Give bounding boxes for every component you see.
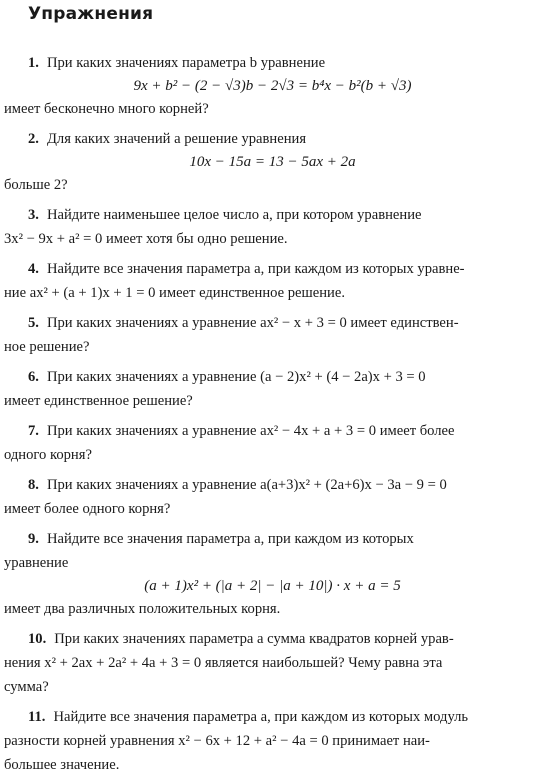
exercise-number: 2. xyxy=(28,131,39,147)
exercise-6 xyxy=(4,365,541,413)
exercise-line: 9. Найдите все значения параметра a, при каждом из которых xyxy=(28,531,414,547)
exercise-number: 3. xyxy=(28,207,39,223)
exercise-10 xyxy=(4,627,541,699)
exercise-line: 4. Найдите все значения параметра a, при каждом из которых уравне- xyxy=(28,261,465,277)
exercise-line: сумма? xyxy=(4,679,49,695)
equation: 9x + b² − (2 − √3)b − 2√3 = b⁴x − b²(b + √3) xyxy=(133,78,412,94)
exercise-number: 9. xyxy=(28,531,39,547)
exercise-number: 5. xyxy=(28,315,39,331)
page-title: Упражнения xyxy=(28,4,154,24)
exercise-number: 4. xyxy=(28,261,39,277)
exercise-number: 1. xyxy=(28,55,39,71)
exercise-line: нения x² + 2ax + 2a² + 4a + 3 = 0 является наибольшей? Чему равна эта xyxy=(4,655,443,671)
exercise-5 xyxy=(4,311,541,359)
exercise-line: 3x² − 9x + a² = 0 имеет хотя бы одно решение. xyxy=(4,231,288,247)
exercise-line: 11. Найдите все значения параметра a, при каждом из которых модуль xyxy=(28,709,469,725)
exercise-3 xyxy=(4,203,541,251)
exercise-number: 8. xyxy=(28,477,39,493)
exercise-line: 5. При каких значениях a уравнение ax² − x + 3 = 0 имеет единствен- xyxy=(28,315,459,331)
exercise-line: 7. При каких значениях a уравнение ax² − 4x + a + 3 = 0 имеет более xyxy=(28,423,455,439)
exercise-line: имеет более одного корня? xyxy=(4,501,171,517)
exercise-line: большее значение. xyxy=(4,757,120,773)
exercise-line: разности корней уравнения x² − 6x + 12 + a² − 4a = 0 принимает наи- xyxy=(4,733,430,749)
exercise-number: 7. xyxy=(28,423,39,439)
exercise-line: одного корня? xyxy=(4,447,92,463)
exercise-line: 6. При каких значениях a уравнение (a − 2)x² + (4 − 2a)x + 3 = 0 xyxy=(28,369,426,385)
equation: 10x − 15a = 13 − 5ax + 2a xyxy=(189,154,356,170)
exercise-4 xyxy=(4,257,541,305)
exercise-line: уравнение xyxy=(4,555,69,571)
exercise-line: имеет два различных положительных корня. xyxy=(4,601,281,617)
exercise-number: 10. xyxy=(28,631,47,647)
exercise-11 xyxy=(4,705,541,777)
equation: (a + 1)x² + (|a + 2| − |a + 10|) · x + a = 5 xyxy=(144,578,401,594)
exercise-number: 6. xyxy=(28,369,39,385)
exercise-number: 11. xyxy=(28,709,46,725)
exercise-1 xyxy=(4,51,541,121)
exercise-2 xyxy=(4,127,541,197)
exercise-line: ное решение? xyxy=(4,339,90,355)
exercise-line: ние ax² + (a + 1)x + 1 = 0 имеет единственное решение. xyxy=(4,285,345,301)
exercise-line: имеет единственное решение? xyxy=(4,393,193,409)
exercise-line: имеет бесконечно много корней? xyxy=(4,101,209,117)
exercise-9 xyxy=(4,527,541,621)
exercise-7 xyxy=(4,419,541,467)
exercise-line: 1. При каких значениях параметра b уравнение xyxy=(28,55,326,71)
exercise-line: больше 2? xyxy=(4,177,68,193)
exercise-line: 8. При каких значениях a уравнение a(a+3)x² + (2a+6)x − 3a − 9 = 0 xyxy=(28,477,447,493)
exercise-line: 2. Для каких значений a решение уравнения xyxy=(28,131,307,147)
exercise-line: 10. При каких значениях параметра a сумма квадратов корней урав- xyxy=(28,631,454,647)
exercise-line: 3. Найдите наименьшее целое число a, при котором уравнение xyxy=(28,207,422,223)
exercise-8 xyxy=(4,473,541,521)
